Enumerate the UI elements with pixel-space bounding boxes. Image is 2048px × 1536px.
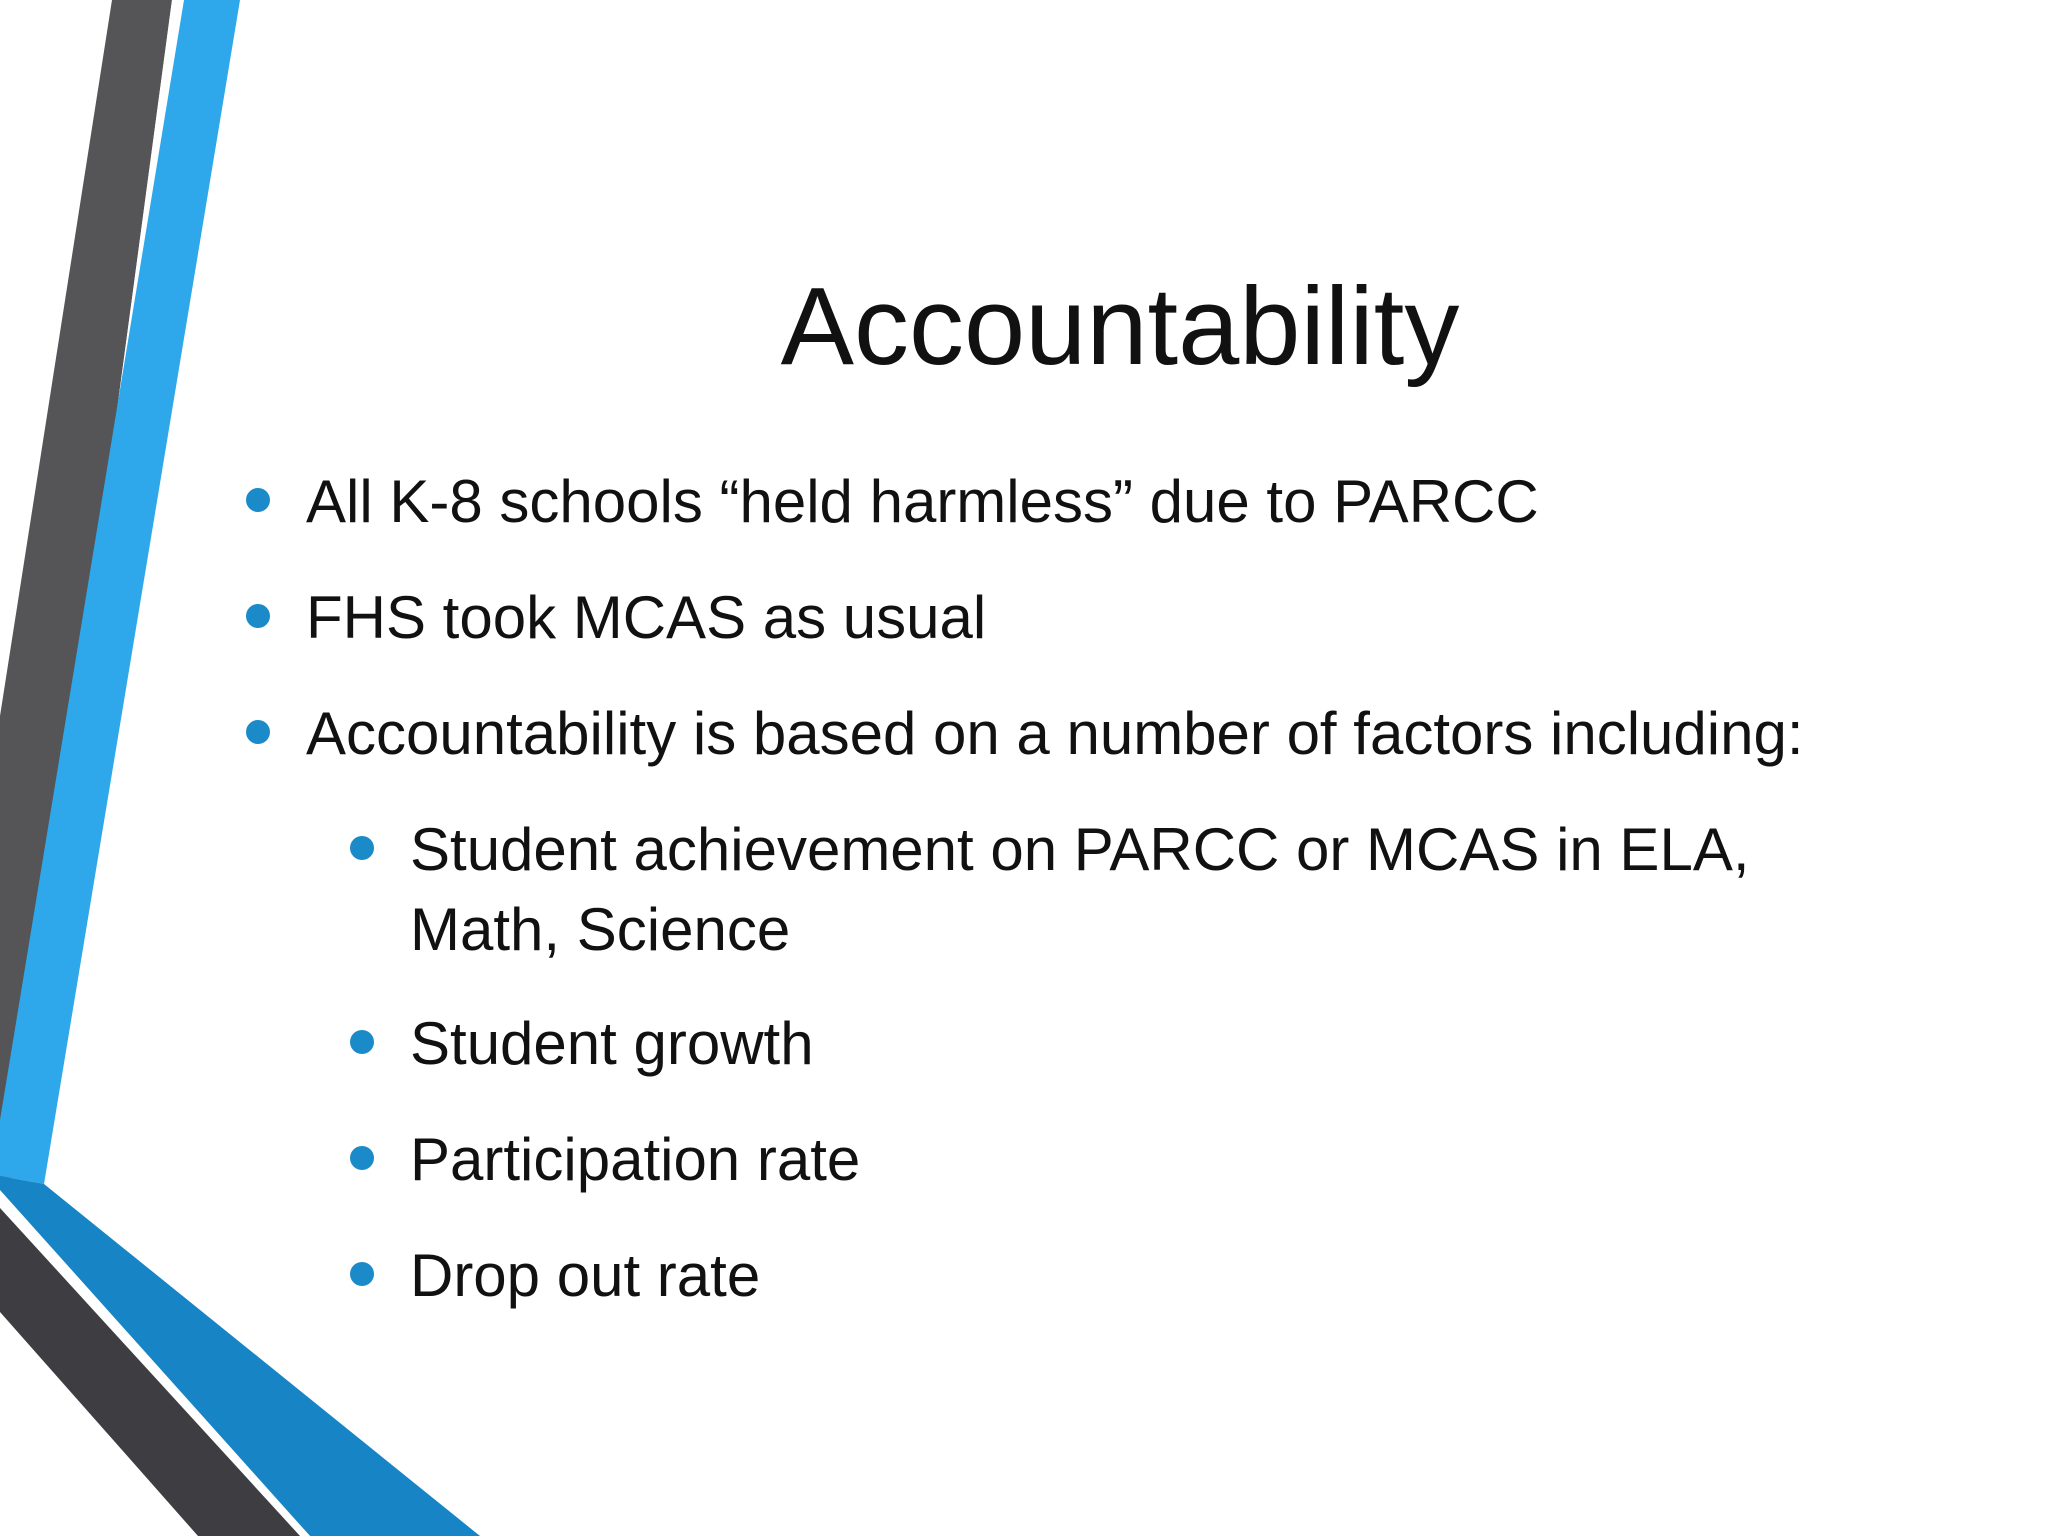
bullet-text: Accountability is based on a number of factors including: (306, 700, 1804, 767)
sub-bullet-dot (350, 1262, 374, 1286)
bullet-item (306, 694, 1804, 774)
sub-bullet-item (410, 1004, 814, 1084)
sub-bullet-dot (350, 836, 374, 860)
sub-bullet-item-continuation (410, 890, 790, 970)
sub-bullet-dot (350, 1030, 374, 1054)
sub-bullet-text: Participation rate (410, 1126, 861, 1193)
bullet-text: All K-8 schools “held harmless” due to PARCC (306, 468, 1539, 535)
sub-bullet-dot (350, 1146, 374, 1170)
bullet-item (306, 462, 1539, 542)
sub-bullet-text-line2: Math, Science (410, 896, 791, 963)
bullet-dot (246, 720, 270, 744)
sub-bullet-item (410, 1120, 860, 1200)
sub-bullet-item (410, 810, 1750, 890)
bullet-dot (246, 488, 270, 512)
bullet-text: FHS took MCAS as usual (306, 584, 987, 651)
bullet-item (306, 578, 986, 658)
bullet-dot (246, 604, 270, 628)
slide-title: Accountability (780, 265, 1460, 388)
sub-bullet-text: Student growth (410, 1010, 814, 1077)
sub-bullet-text: Drop out rate (410, 1242, 761, 1309)
sub-bullet-item (410, 1236, 760, 1316)
sub-bullet-text-line1: Student achievement on PARCC or MCAS in ELA, (410, 816, 1750, 883)
